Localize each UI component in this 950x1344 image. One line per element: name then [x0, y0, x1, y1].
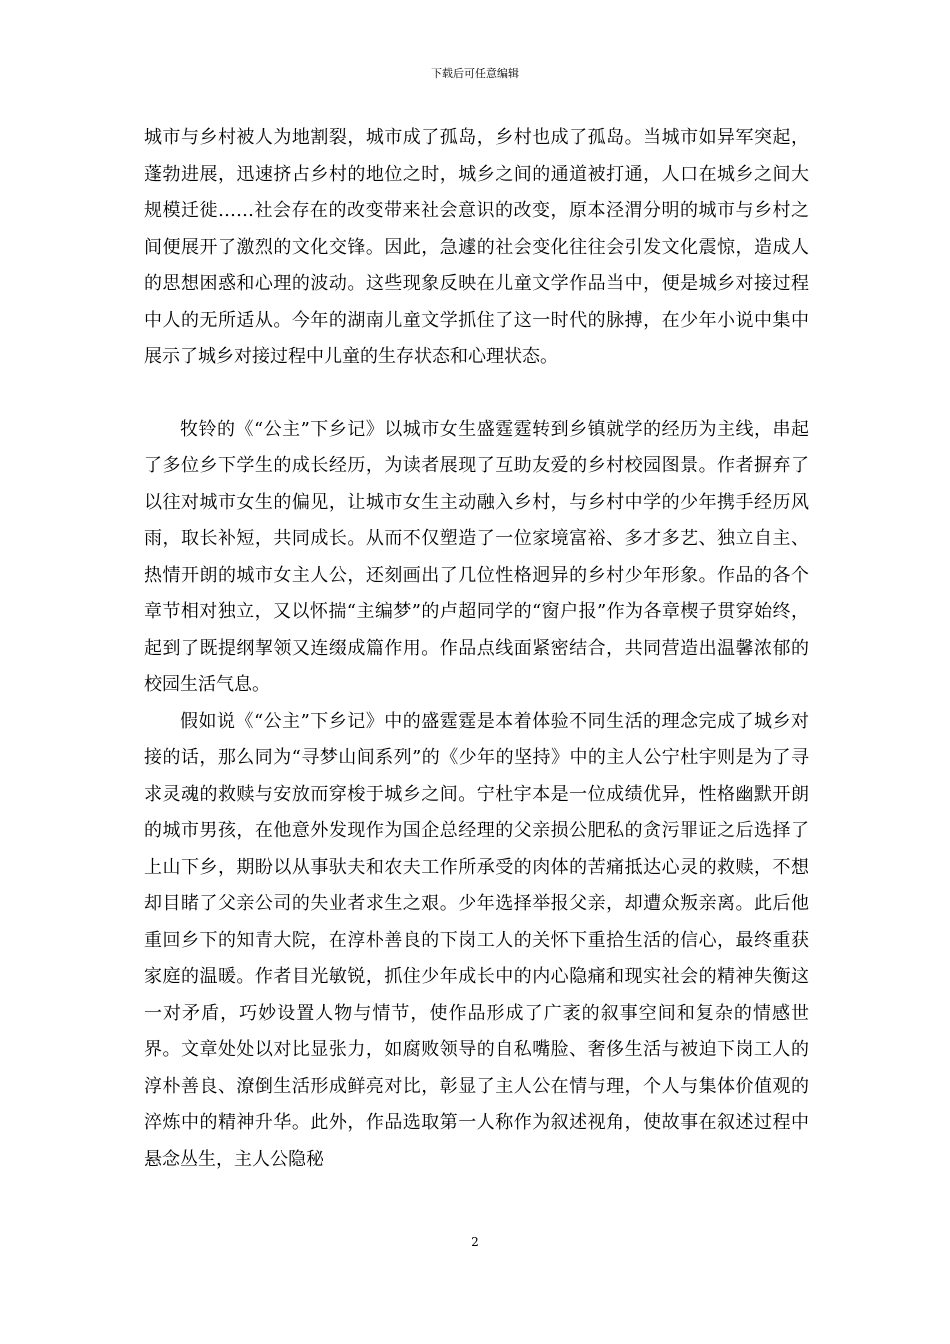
page-header: 下载后可任意编辑	[431, 67, 519, 80]
paragraph-2: 牧铃的《“公主”下乡记》以城市女生盛霆霆转到乡镇就学的经历为主线，串起了多位乡下学生的成长经历，为读者展现了互助友爱的乡村校园图景。作者摒弃了以往对城市女生的偏见，让城市女生主动融入乡村，与乡村中学的少年携手经历风雨，取长补短，共同成长。从而不仅塑造了一位家境富裕、多才多艺、独立自主、热情开朗的城市女主人公，还刻画出了几位性格迥异的乡村少年形象。作品的各个章节相对独立，又以怀揣“主编梦”的卢超同学的“窗户报”作为各章楔子贯穿始终，起到了既提纲挈领又连缀成篇作用。作品点线面紧密结合，共同营造出温馨浓郁的校园生活气息。	[144, 418, 809, 695]
paragraph-3: 假如说《“公主”下乡记》中的盛霆霆是本着体验不同生活的理念完成了城乡对接的话，那么同为“寻梦山间系列”的《少年的坚持》中的主人公宁杜宇则是为了寻求灵魂的救赎与安放而穿梭于城乡之间。宁杜宇本是一位成绩优异，性格幽默开朗的城市男孩，在他意外发现作为国企总经理的父亲损公肥私的贪污罪证之后选择了上山下乡，期盼以从事驮夫和农夫工作所承受的肉体的苦痛抵达心灵的救赎，不想却目睹了父亲公司的失业者求生之艰。少年选择举报父亲，却遭众叛亲离。此后他重回乡下的知青大院，在淳朴善良的下岗工人的关怀下重拾生活的信心，最终重获家庭的温暖。作者目光敏锐，抓住少年成长中的内心隐痛和现实社会的精神失衡这一对矛盾，巧妙设置人物与情节，使作品形成了广袤的叙事空间和复杂的情感世界。文章处处以对比显张力，如腐败领导的自私嘴脸、奢侈生活与被迫下岗工人的淳朴善良、潦倒生活形成鲜亮对比，彰显了主人公在情与理，个人与集体价值观的淬炼中的精神升华。此外，作品选取第一人称作为叙述视角，使故事在叙述过程中悬念丛生，主人公隐秘	[144, 710, 809, 1170]
page-number: 2	[471, 1235, 479, 1249]
paragraph-gap	[144, 376, 809, 412]
paragraph-1: 城市与乡村被人为地割裂，城市成了孤岛，乡村也成了孤岛。当城市如异军突起，蓬勃进展，迅速挤占乡村的地位之时，城乡之间的通道被打通，人口在城乡之间大规模迁徙……社会存在的改变带来社会意识的改变，原本泾渭分明的城市与乡村之间便展开了激烈的文化交锋。因此，急遽的社会变化往往会引发文化震惊，造成人的思想困惑和心理的波动。这些现象反映在儿童文学作品当中，便是城乡对接过程中人的无所适从。今年的湖南儿童文学抓住了这一时代的脉搏，在少年小说中集中展示了城乡对接过程中儿童的生存状态和心理状态。	[144, 127, 809, 367]
document-body	[144, 120, 809, 1178]
